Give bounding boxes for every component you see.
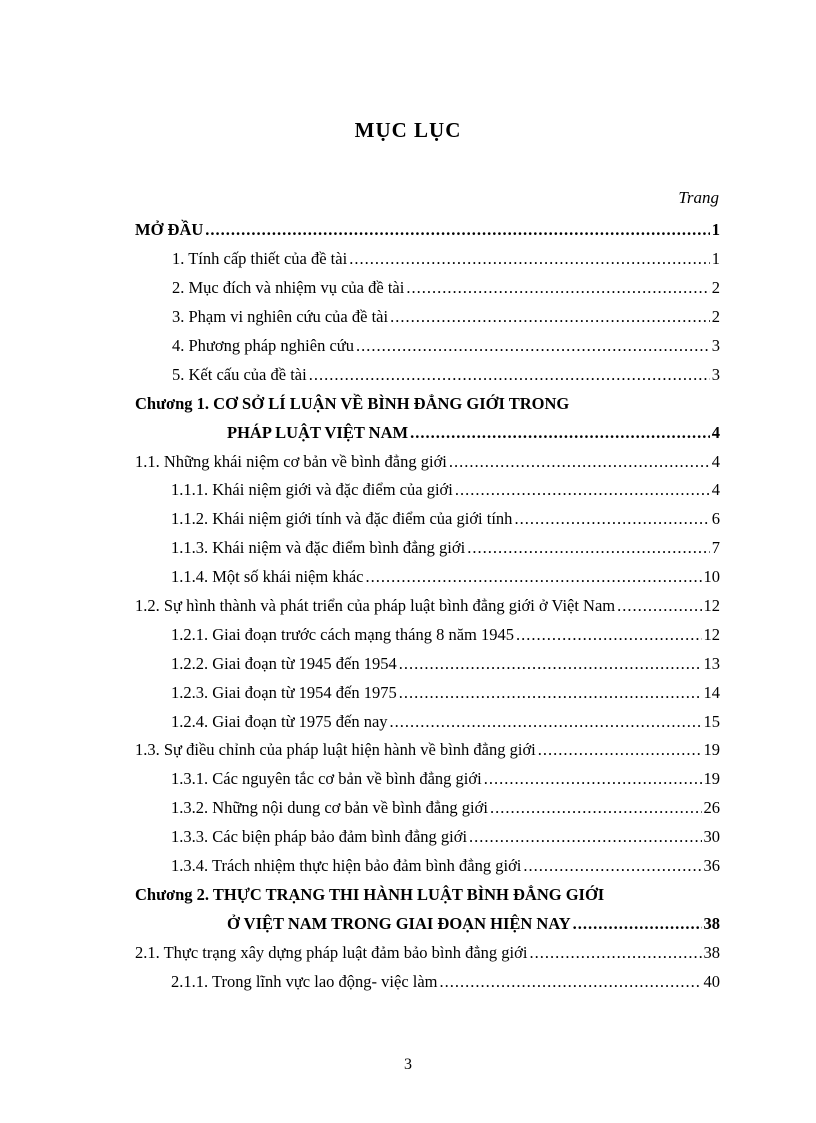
- toc-entry: [135, 678, 720, 707]
- toc-dot-leader: [467, 538, 710, 558]
- toc-entry-page: 2: [711, 278, 720, 298]
- toc-entry: [135, 303, 720, 332]
- toc-entry: [135, 967, 720, 996]
- toc-entry-label: Chương 2. THỰC TRẠNG THI HÀNH LUẬT BÌNH ĐẲNG GIỚI: [135, 884, 605, 904]
- toc-entry: [135, 505, 720, 534]
- toc-entry-page: 14: [703, 682, 720, 702]
- toc-entry: [135, 620, 720, 649]
- toc-dot-leader: [529, 943, 701, 963]
- toc-entry: [135, 852, 720, 881]
- toc-entry: [135, 649, 720, 678]
- toc-dot-leader: [410, 423, 710, 443]
- toc-entry-label: 1.3.1. Các nguyên tắc cơ bản về bình đẳng giới: [171, 769, 482, 789]
- toc-dot-leader: [538, 740, 702, 760]
- toc-entry-label: 3. Phạm vi nghiên cứu của đề tài: [172, 307, 389, 327]
- toc-entry-page: 1: [711, 220, 720, 240]
- toc-entry-page: 38: [703, 913, 720, 933]
- toc-entry: [135, 938, 720, 967]
- toc-dot-leader: [469, 827, 701, 847]
- toc-entry: [135, 332, 720, 361]
- toc-entry-label: 1.3.4. Trách nhiệm thực hiện bảo đảm bình đẳng giới: [171, 856, 522, 876]
- toc-entry: [135, 245, 720, 274]
- toc-dot-leader: [399, 654, 702, 674]
- toc-entry-label: 1.2.2. Giai đoạn từ 1945 đến 1954: [171, 653, 397, 673]
- toc-entry-page: 4: [711, 480, 720, 500]
- toc-dot-leader: [516, 625, 702, 645]
- toc-entry-label: 1.1.2. Khái niệm giới tính và đặc điểm của giới tính: [171, 509, 513, 529]
- toc-entry-page: 12: [703, 596, 720, 616]
- toc-entry-page: 3: [711, 364, 720, 384]
- toc-entry-label: Chương 1. CƠ SỞ LÍ LUẬN VỀ BÌNH ĐẲNG GIỚI TRONG: [135, 393, 570, 413]
- toc-entry-page: 12: [703, 624, 720, 644]
- toc-entry-label: 2.1. Thực trạng xây dựng pháp luật đảm bảo bình đẳng giới: [135, 942, 528, 962]
- toc-entry-label: 1.2.4. Giai đoạn từ 1975 đến nay: [171, 711, 388, 731]
- toc-entry: [135, 563, 720, 592]
- toc-entry-page: 4: [711, 422, 720, 442]
- toc-entry-page: 7: [711, 538, 720, 558]
- toc-dot-leader: [205, 220, 709, 240]
- toc-entry-label: 1.2. Sự hình thành và phát triển của pháp luật bình đẳng giới ở Việt Nam: [135, 596, 616, 616]
- toc-entry: [135, 389, 720, 418]
- toc-entry-page: 36: [703, 856, 720, 876]
- toc-entry-label: Ở VIỆT NAM TRONG GIAI ĐOẠN HIỆN NAY: [227, 913, 571, 933]
- toc-title: MỤC LỤC: [354, 118, 462, 142]
- toc-entry-label: 1.1.4. Một số khái niệm khác: [171, 567, 364, 587]
- toc-entry-page: 2: [711, 307, 720, 327]
- toc-entry-page: 19: [703, 769, 720, 789]
- toc-entry-page: 3: [711, 336, 720, 355]
- toc-dot-leader: [440, 972, 702, 992]
- toc-entry-label: 1. Tính cấp thiết của đề tài: [172, 249, 348, 269]
- toc-entry-label: 1.3.3. Các biện pháp bảo đảm bình đẳng giới: [171, 827, 468, 847]
- toc-entry: [135, 274, 720, 303]
- toc-entry: [135, 880, 720, 909]
- toc-entry-label: 1.3. Sự điều chỉnh của pháp luật hiện hành về bình đẳng giới: [135, 740, 536, 760]
- toc-dot-leader: [514, 509, 709, 529]
- toc-entry-page: 38: [703, 942, 720, 962]
- toc-entry-label: 2.1.1. Trong lĩnh vực lao động- việc làm: [171, 971, 438, 991]
- toc-entry: [135, 360, 720, 389]
- toc-dot-leader: [455, 480, 710, 500]
- toc-entry-label: 1.1.3. Khái niệm và đặc điểm bình đẳng giới: [171, 538, 466, 558]
- toc-entry: [135, 216, 720, 245]
- toc-entry: [135, 534, 720, 563]
- toc-entry-label: 4. Phương pháp nghiên cứu: [172, 336, 354, 355]
- toc-dot-leader: [617, 596, 701, 616]
- toc-dot-leader: [399, 683, 702, 703]
- toc-dot-leader: [309, 365, 710, 385]
- toc-entry-page: 1: [711, 249, 720, 269]
- toc-entry-page: 13: [703, 653, 720, 673]
- toc-dot-leader: [349, 249, 710, 269]
- toc-dot-leader: [484, 769, 702, 789]
- toc-entry: [135, 765, 720, 794]
- toc-entry-label: 2. Mục đích và nhiệm vụ của đề tài: [172, 278, 405, 298]
- toc-entry-label: 5. Kết cấu của đề tài: [172, 364, 307, 384]
- toc-entry: [135, 909, 720, 938]
- toc-entry-label: 1.3.2. Những nội dung cơ bản về bình đẳng giới: [171, 798, 488, 818]
- table-of-contents: [135, 216, 720, 996]
- toc-entry: [135, 794, 720, 823]
- toc-entry-page: 4: [711, 451, 720, 471]
- toc-dot-leader: [449, 452, 710, 472]
- toc-dot-leader: [390, 307, 710, 327]
- toc-entry-label: 1.1. Những khái niệm cơ bản về bình đẳng giới: [135, 451, 447, 471]
- toc-entry-page: 40: [703, 971, 720, 991]
- toc-entry: [135, 707, 720, 736]
- toc-entry-label: MỞ ĐẦU: [135, 220, 204, 240]
- toc-dot-leader: [573, 914, 702, 934]
- toc-entry: [135, 418, 720, 447]
- page-column-label: Trang: [678, 188, 719, 207]
- toc-entry-label: PHÁP LUẬT VIỆT NAM: [227, 422, 409, 442]
- toc-entry: [135, 736, 720, 765]
- toc-entry-page: 19: [703, 740, 720, 760]
- toc-entry-page: 15: [703, 711, 720, 731]
- page-number: 3: [404, 1056, 412, 1073]
- toc-entry-page: 10: [703, 567, 720, 587]
- toc-dot-leader: [390, 712, 702, 732]
- toc-dot-leader: [365, 567, 701, 587]
- toc-entry-label: 1.2.3. Giai đoạn từ 1954 đến 1975: [171, 682, 397, 702]
- toc-entry: [135, 592, 720, 621]
- toc-entry-label: 1.2.1. Giai đoạn trước cách mạng tháng 8 năm 1945: [171, 624, 514, 644]
- toc-entry: [135, 447, 720, 476]
- toc-entry-page: 6: [711, 509, 720, 529]
- toc-dot-leader: [356, 336, 710, 356]
- toc-entry-page: 26: [703, 798, 720, 818]
- toc-entry-page: 30: [703, 827, 720, 847]
- toc-dot-leader: [490, 798, 702, 818]
- toc-dot-leader: [523, 856, 701, 876]
- toc-entry-label: 1.1.1. Khái niệm giới và đặc điểm của giới: [171, 480, 453, 500]
- toc-entry: [135, 476, 720, 505]
- toc-entry: [135, 823, 720, 852]
- toc-dot-leader: [406, 278, 709, 298]
